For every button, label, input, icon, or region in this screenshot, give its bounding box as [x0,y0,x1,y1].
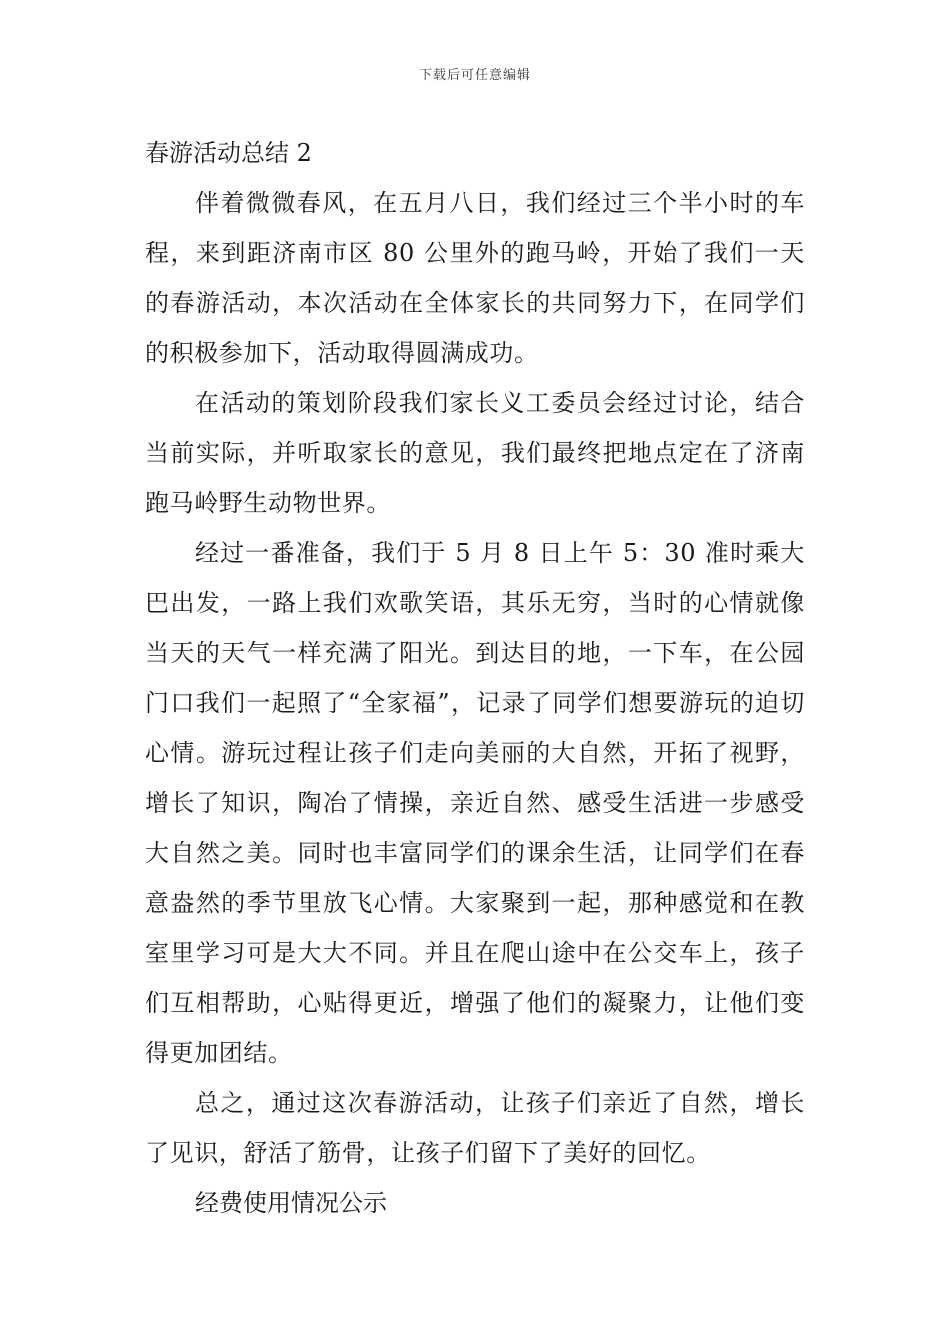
section-heading-expenses: 经费使用情况公示 [195,1189,387,1217]
paragraph-conclusion: 总之，通过这次春游活动，让孩子们亲近了自然，增长了见识，舒活了筋骨，让孩子们留下了美好的回忆。 [145,1089,805,1167]
header-note: 下载后可任意编辑 [418,68,531,83]
paragraph-intro: 伴着微微春风，在五月八日，我们经过三个半小时的车程，来到距济南市区 80 公里外的跑马岭，开始了我们一天的春游活动，本次活动在全体家长的共同努力下，在同学们的积极参加下，活动取得圆满成功。 [145,189,805,367]
paragraph-planning: 在活动的策划阶段我们家长义工委员会经过讨论，结合当前实际，并听取家长的意见，我们最终把地点定在了济南跑马岭野生动物世界。 [145,389,805,517]
document-body [145,128,805,1228]
document-title: 春游活动总结 2 [145,139,312,167]
paragraph-trip: 经过一番准备，我们于 5 月 8 日上午 5：30 准时乘大巴出发，一路上我们欢歌笑语，其乐无穷，当时的心情就像当天的天气一样充满了阳光。到达目的地，一下车，在公园门口我们一起照了“全家福”，记录了同学们想要游玩的迫切心情。游玩过程让孩子们走向美丽的大自然，开拓了视野，增长了知识，陶冶了情操，亲近自然、感受生活进一步感受大自然之美。同时也丰富同学们的课余生活，让同学们在春意盎然的季节里放飞心情。大家聚到一起，那种感觉和在教室里学习可是大大不同。并且在爬山途中在公交车上，孩子们互相帮助，心贴得更近，增强了他们的凝聚力，让他们变得更加团结。 [145,539,805,1067]
